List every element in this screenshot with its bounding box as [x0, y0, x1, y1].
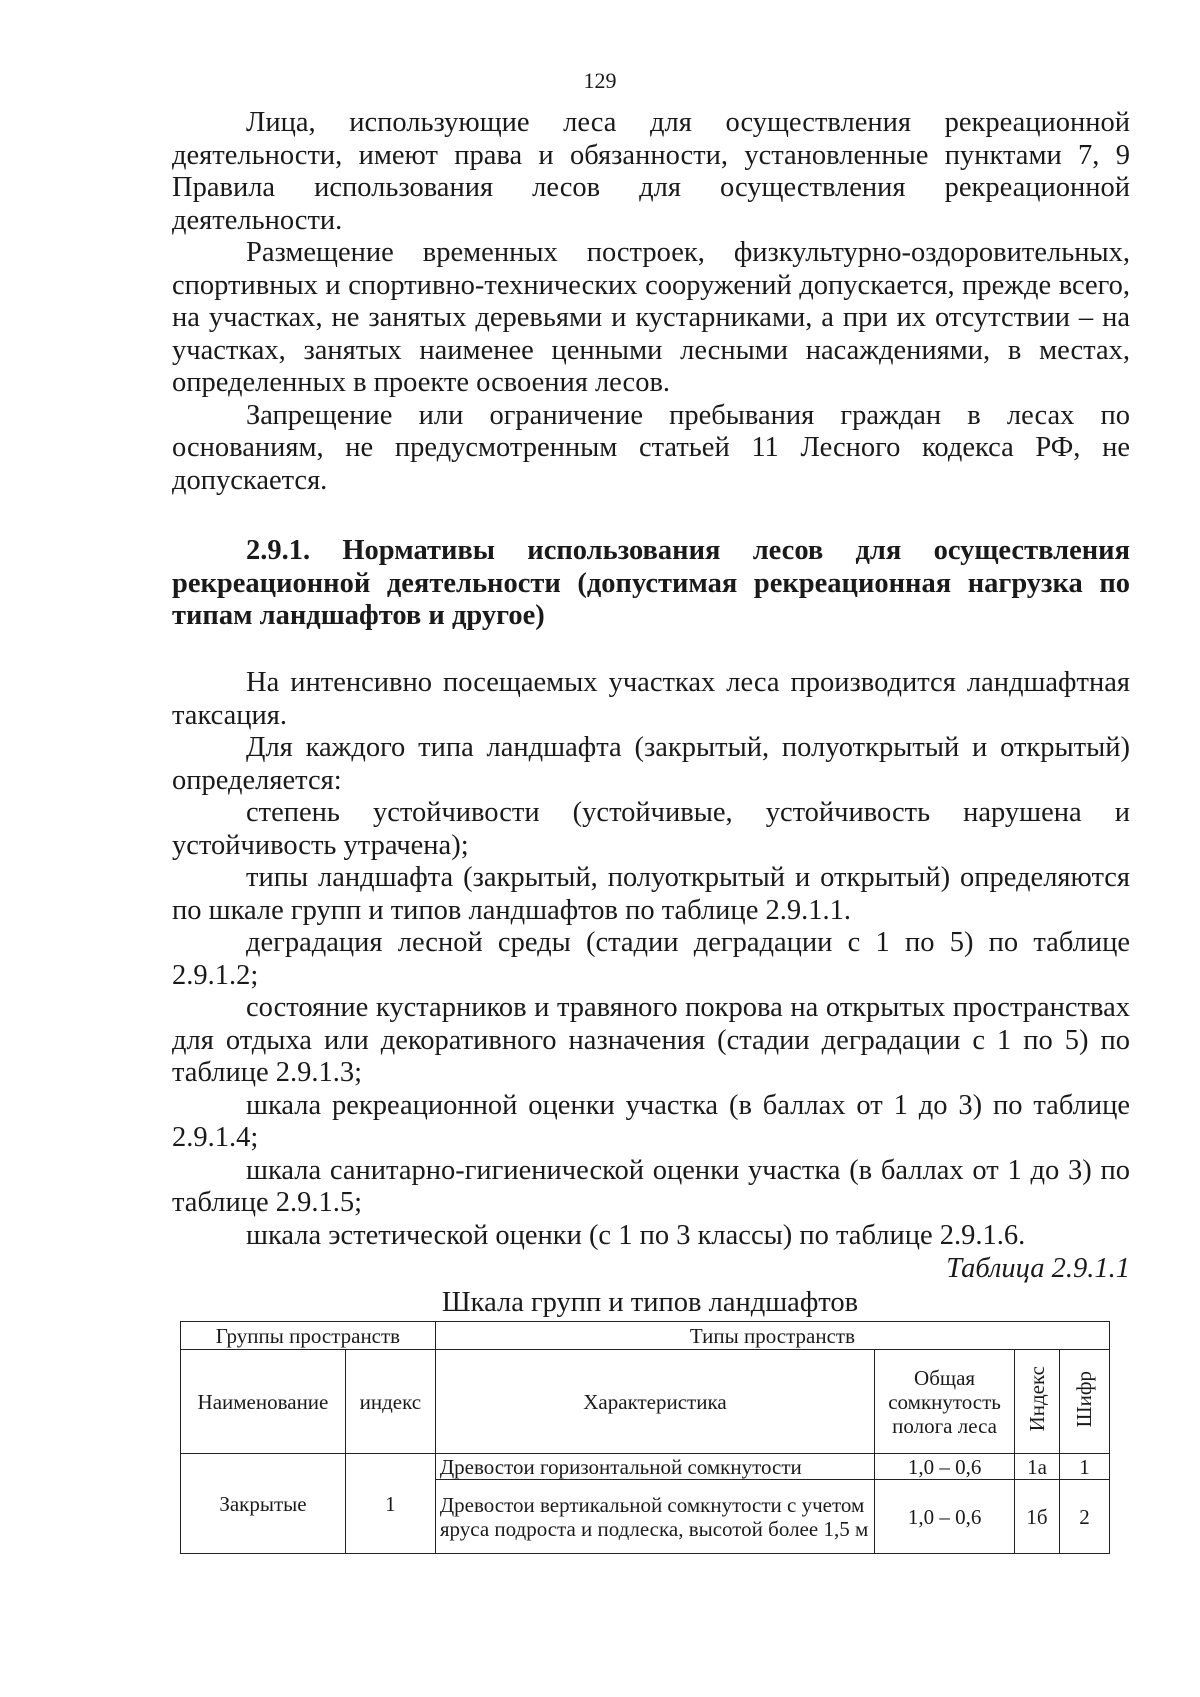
type-index-cell: 1б	[1015, 1480, 1060, 1554]
header-name: Наименование	[181, 1350, 346, 1454]
type-index-cell: 1а	[1015, 1454, 1060, 1480]
header-canopy-density: Общая сомкнутость полога леса	[875, 1350, 1015, 1454]
page-number: 129	[583, 68, 617, 93]
paragraph: деградация лесной среды (стадии деградации с 1 по 5) по таблице 2.9.1.2;	[172, 927, 1130, 991]
table-row	[181, 1454, 1110, 1480]
header-index: индекс	[345, 1350, 435, 1454]
characteristic-cell: Древостои вертикальной сомкнутости с учетом яруса подроста и подлеска, высотой более 1,5 м	[435, 1480, 874, 1554]
paragraph: Размещение временных построек, физкультурно-оздоровительных, спортивных и спортивно-технических сооружений допускается, прежде всего, на участках, не занятых деревьями и кустарниками, а при их отсутствии – на участках, занятых наименее ценными лесными насаждениями, в местах, определенных в проекте освоения лесов.	[172, 237, 1130, 398]
paragraph: На интенсивно посещаемых участках леса производится ландшафтная таксация.	[172, 667, 1130, 731]
paragraph: состояние кустарников и травяного покрова на открытых пространствах для отдыха или декоративного назначения (стадии деградации с 1 по 5) по таблице 2.9.1.3;	[172, 992, 1130, 1088]
header-type-index: Индекс	[1025, 1366, 1049, 1432]
table-caption: Таблица 2.9.1.1	[946, 1253, 1130, 1284]
paragraph: шкала санитарно-гигиенической оценки участка (в баллах от 1 до 3) по таблице 2.9.1.5;	[172, 1154, 1130, 1218]
header-characteristic: Характеристика	[435, 1350, 874, 1454]
header-type-index-cell	[1015, 1350, 1060, 1454]
header-space-groups: Группы пространств	[181, 1322, 436, 1350]
density-cell: 1,0 – 0,6	[875, 1454, 1015, 1480]
table-header-row	[181, 1350, 1110, 1454]
section-heading-block	[172, 535, 1130, 633]
table-title: Шкала групп и типов ландшафтов	[441, 1287, 859, 1318]
section-text	[172, 667, 1130, 1252]
paragraph: степень устойчивости (устойчивые, устойчивость нарушена и устойчивость утрачена);	[172, 797, 1130, 861]
paragraph: шкала рекреационной оценки участка (в баллах от 1 до 3) по таблице 2.9.1.4;	[172, 1089, 1130, 1153]
code-cell: 1	[1059, 1454, 1109, 1480]
header-space-types: Типы пространств	[435, 1322, 1109, 1350]
landscape-types-table	[180, 1321, 1110, 1554]
paragraph: шкала эстетической оценки (с 1 по 3 классы) по таблице 2.9.1.6.	[246, 1219, 1026, 1251]
paragraph: Лица, использующие леса для осуществления рекреационной деятельности, имеют права и обязанности, установленные пунктами 7, 9 Правила использования лесов для осуществления рекреационной деятельности.	[172, 107, 1130, 236]
density-cell: 1,0 – 0,6	[875, 1480, 1015, 1554]
intro-text	[172, 107, 1130, 497]
section-heading: 2.9.1. Нормативы использования лесов для осуществления рекреационной деятельности (допустимая рекреационная нагрузка по типам ландшафтов и другое)	[172, 535, 1130, 631]
table-header-row	[181, 1322, 1110, 1350]
header-code-cell	[1059, 1350, 1109, 1454]
header-code: Шифр	[1072, 1370, 1097, 1428]
characteristic-cell: Древостои горизонтальной сомкнутости	[435, 1454, 874, 1480]
paragraph: Запрещение или ограничение пребывания граждан в лесах по основаниям, не предусмотренным статьей 11 Лесного кодекса РФ, не допускается.	[172, 399, 1130, 496]
paragraph: Для каждого типа ландшафта (закрытый, полуоткрытый и открытый) определяется:	[172, 732, 1130, 796]
paragraph: типы ландшафта (закрытый, полуоткрытый и открытый) определяются по шкале групп и типов ландшафтов по таблице 2.9.1.1.	[172, 862, 1130, 926]
group-name-cell: Закрытые	[181, 1454, 346, 1554]
group-index-cell: 1	[345, 1454, 435, 1554]
code-cell: 2	[1059, 1480, 1109, 1554]
